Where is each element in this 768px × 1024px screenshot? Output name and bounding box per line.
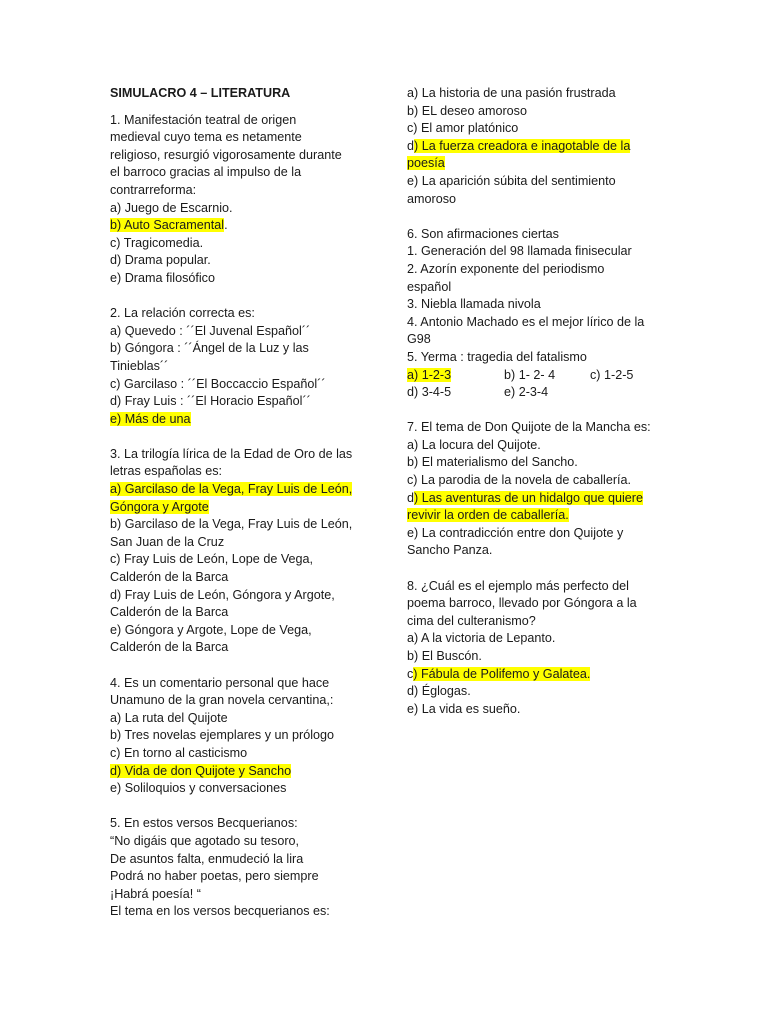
q4-option-b: b) Tres novelas ejemplares y un prólogo <box>110 728 335 743</box>
q1-answer-highlight: b) Auto Sacramental <box>110 218 225 233</box>
q6-statement: 3. Niebla llamada nivola <box>407 297 541 312</box>
q6-option-c: c) 1-2-5 <box>590 367 634 382</box>
q4-stem: 4. Es un comentario personal que hace <box>110 675 330 690</box>
question-3 <box>110 446 360 657</box>
q8-option-e: e) La vida es sueño. <box>407 701 521 716</box>
q6-statement-cont: G98 <box>407 332 431 347</box>
q6-statement: 5. Yerma : tragedia del fatalismo <box>407 349 587 364</box>
q6-option-d: d) 3-4-5 <box>407 385 452 400</box>
q5-option-a: a) La historia de una pasión frustrada <box>407 86 616 100</box>
question-7 <box>407 419 663 560</box>
q3-option-c-cont: Calderón de la Barca <box>110 570 229 585</box>
q2-stem: 2. La relación correcta es: <box>110 306 255 321</box>
q3-answer-highlight: a) Garcilaso de la Vega, Fray Luis de León, <box>110 482 353 497</box>
question-5-options <box>407 85 663 208</box>
q5-option-e: e) La aparición súbita del sentimiento <box>407 173 616 188</box>
q7-option-d-cont <box>407 507 663 525</box>
left-column <box>110 85 360 939</box>
q8-option-c <box>407 666 663 684</box>
q3-option-a-cont <box>110 499 360 517</box>
q5-verse: De asuntos falta, enmudeció la lira <box>110 851 304 866</box>
question-1 <box>110 112 360 288</box>
document-title: SIMULACRO 4 – LITERATURA <box>110 86 291 100</box>
q2-answer-highlight: e) Más de una <box>110 411 191 426</box>
q5-option-d <box>407 138 663 156</box>
q6-answer-highlight: a) 1-2-3 <box>407 367 452 382</box>
q6-option-a <box>407 367 504 385</box>
q7-answer-highlight: ) Las aventuras de un hidalgo que quiere <box>414 490 643 505</box>
q7-option-c: c) La parodia de la novela de caballería. <box>407 473 632 488</box>
q1-stem-line: medieval cuyo tema es netamente <box>110 130 302 145</box>
q1-option-a: a) Juego de Escarnio. <box>110 200 233 215</box>
q3-answer-highlight: Góngora y Argote <box>110 499 209 514</box>
q1-stem-line: contrarreforma: <box>110 182 197 197</box>
q7-option-e-cont: Sancho Panza. <box>407 543 493 558</box>
q5-verse: “No digáis que agotado su tesoro, <box>110 833 300 848</box>
q3-option-d: d) Fray Luis de León, Góngora y Argote, <box>110 587 335 602</box>
q7-stem: 7. El tema de Don Quijote de la Mancha es: <box>407 420 651 435</box>
q6-option-e: e) 2-3-4 <box>504 385 549 400</box>
question-4 <box>110 675 360 798</box>
q4-option-a: a) La ruta del Quijote <box>110 710 228 725</box>
q8-answer-highlight: ) Fábula de Polifemo y Galatea. <box>413 666 591 681</box>
q7-option-a: a) La locura del Quijote. <box>407 437 541 452</box>
q5-verse: Podrá no haber poetas, pero siempre <box>110 869 319 884</box>
q8-option-a: a) A la victoria de Lepanto. <box>407 631 556 646</box>
q4-option-e: e) Soliloquios y conversaciones <box>110 781 287 796</box>
q2-option-b-cont: Tinieblas´´ <box>110 358 169 373</box>
q2-option-a: a) Quevedo : ´´El Juvenal Español´´ <box>110 323 311 338</box>
right-column <box>407 85 663 736</box>
q6-option-b: b) 1- 2- 4 <box>504 367 556 382</box>
q2-option-c: c) Garcilaso : ´´El Boccaccio Español´´ <box>110 376 326 391</box>
q1-option-b-tail: . <box>224 218 228 233</box>
q4-answer-highlight: d) Vida de don Quijote y Sancho <box>110 763 292 778</box>
q1-stem-line: 1. Manifestación teatral de origen <box>110 112 297 127</box>
q1-option-d: d) Drama popular. <box>110 253 211 268</box>
question-6 <box>407 226 663 402</box>
q8-option-d: d) Églogas. <box>407 684 471 699</box>
q8-option-b: b) El Buscón. <box>407 649 482 663</box>
question-5-stem <box>110 815 360 921</box>
q8-option-c-letter: c <box>407 666 414 681</box>
q6-options-row-2 <box>407 384 663 402</box>
q4-stem-cont: Unamuno de la gran novela cervantina,: <box>110 693 334 708</box>
q7-option-b: b) El materialismo del Sancho. <box>407 455 578 470</box>
q6-statement: 2. Azorín exponente del periodismo <box>407 261 605 276</box>
q6-statement: 1. Generación del 98 llamada finisecular <box>407 244 632 259</box>
q3-stem: 3. La trilogía lírica de la Edad de Oro de las <box>110 446 353 461</box>
q4-option-d <box>110 763 360 781</box>
q1-option-e: e) Drama filosófico <box>110 270 215 285</box>
q5-option-e-cont: amoroso <box>407 191 456 206</box>
q5-answer-highlight: poesía <box>407 156 445 171</box>
question-8 <box>407 578 663 719</box>
q3-option-a <box>110 481 360 499</box>
q6-options-row-1 <box>407 367 663 385</box>
q5-option-b: b) EL deseo amoroso <box>407 103 527 118</box>
q5-question: El tema en los versos becquerianos es: <box>110 904 330 919</box>
q6-stem: 6. Son afirmaciones ciertas <box>407 226 559 241</box>
q8-stem-line: poema barroco, llevado por Góngora a la <box>407 596 637 611</box>
q8-stem-line: 8. ¿Cuál es el ejemplo más perfecto del <box>407 578 629 593</box>
q2-option-b: b) Góngora : ´´Ángel de la Luz y las <box>110 341 309 356</box>
q3-option-e: e) Góngora y Argote, Lope de Vega, <box>110 622 312 637</box>
q5-option-d-letter: d <box>407 138 415 153</box>
q5-option-c: c) El amor platónico <box>407 121 519 136</box>
q3-option-b-cont: San Juan de la Cruz <box>110 534 225 549</box>
q2-option-e <box>110 411 360 429</box>
q2-option-d: d) Fray Luis : ´´El Horacio Español´´ <box>110 394 311 409</box>
q3-option-d-cont: Calderón de la Barca <box>110 605 229 620</box>
q1-option-b <box>110 217 360 235</box>
q6-statement: 4. Antonio Machado es el mejor lírico de la <box>407 314 645 329</box>
q3-option-b: b) Garcilaso de la Vega, Fray Luis de León, <box>110 517 353 532</box>
question-2 <box>110 305 360 428</box>
q3-option-e-cont: Calderón de la Barca <box>110 640 229 655</box>
q6-statement-cont: español <box>407 279 452 294</box>
q7-answer-highlight: revivir la orden de caballería. <box>407 508 569 523</box>
q7-option-d <box>407 490 663 508</box>
q8-stem-line: cima del culteranismo? <box>407 613 536 628</box>
q5-verse: ¡Habrá poesía! “ <box>110 886 201 901</box>
q5-answer-highlight: ) La fuerza creadora e inagotable de la <box>414 138 631 153</box>
q1-stem-line: religioso, resurgió vigorosamente durante <box>110 147 342 162</box>
q7-option-d-letter: d <box>407 490 415 505</box>
q3-stem-cont: letras españolas es: <box>110 464 223 479</box>
q5-option-d-cont <box>407 155 663 173</box>
q1-stem-line: el barroco gracias al impulso de la <box>110 165 302 180</box>
q3-option-c: c) Fray Luis de León, Lope de Vega, <box>110 552 314 567</box>
q7-option-e: e) La contradicción entre don Quijote y <box>407 525 624 540</box>
q5-stem: 5. En estos versos Becquerianos: <box>110 816 298 831</box>
q4-option-c: c) En torno al casticismo <box>110 745 248 760</box>
q1-option-c: c) Tragicomedia. <box>110 235 204 250</box>
